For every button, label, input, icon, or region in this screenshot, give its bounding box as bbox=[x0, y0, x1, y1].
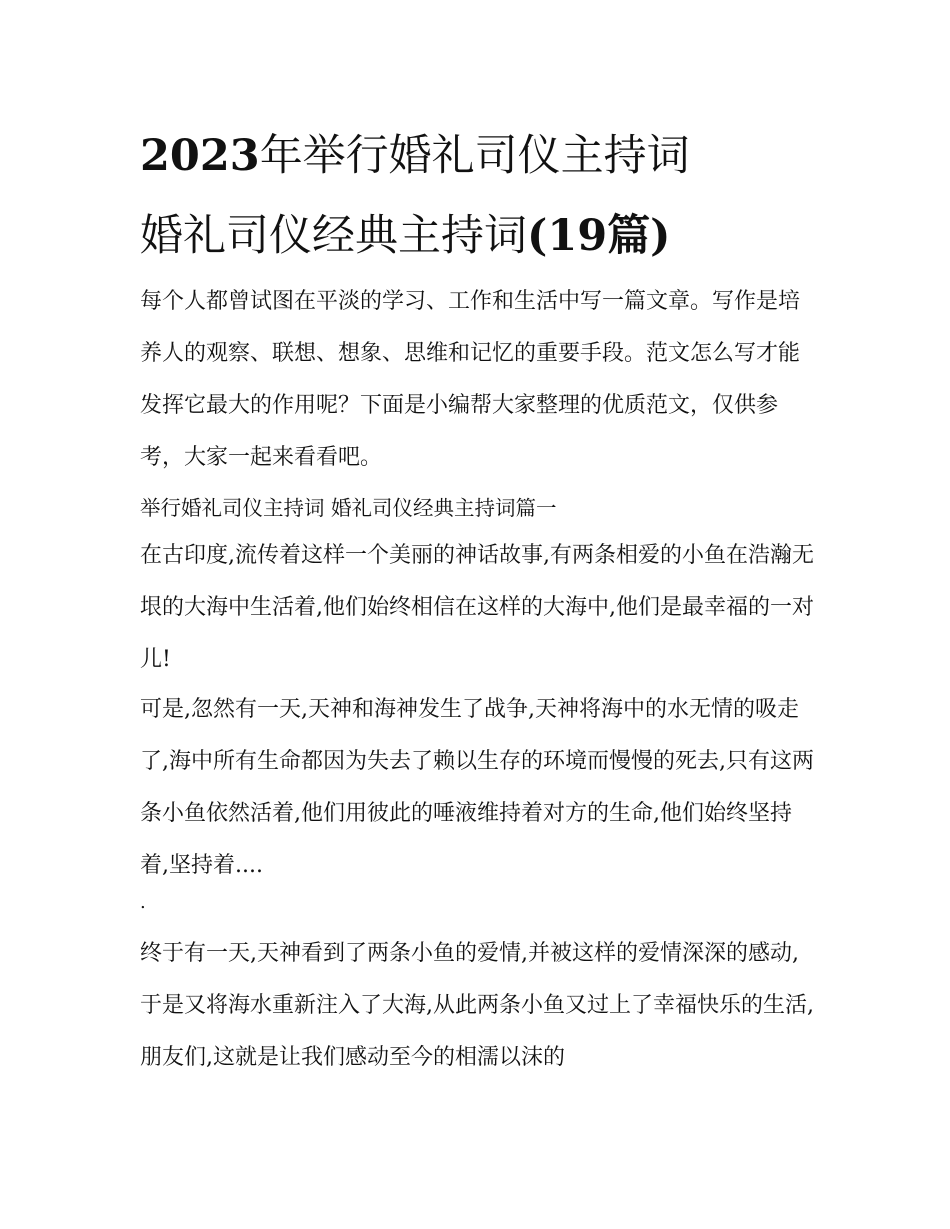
title-line2-text: 婚礼司仪经典主持词 bbox=[140, 211, 527, 261]
section-heading: 举行婚礼司仪主持词 婚礼司仪经典主持词篇一 bbox=[140, 496, 557, 520]
separator-dot: . bbox=[140, 892, 146, 913]
title-count: (19 bbox=[527, 211, 608, 261]
title-line1-text: 年举行婚礼司仪主持词 bbox=[259, 131, 690, 181]
document-title bbox=[140, 116, 820, 276]
title-year: 2023 bbox=[140, 131, 260, 181]
story-paragraph-2: 可是,忽然有一天,天神和海神发生了战争,天神将海中的水无情的吸走了,海中所有生命都因为失去了赖以生存的环境而慢慢的死去,只有这两条小鱼依然活着,他们用彼此的唾液维持着对方的生命,他们始终坚持着,坚持着.... bbox=[140, 697, 814, 878]
story-paragraph-3: 终于有一天,天神看到了两条小鱼的爱情,并被这样的爱情深深的感动,于是又将海水重新注入了大海,从此两条小鱼又过上了幸福快乐的生活,朋友们,这就是让我们感动至今的相濡以沫的 bbox=[140, 941, 814, 1070]
intro-paragraph: 每个人都曾试图在平淡的学习、工作和生活中写一篇文章。写作是培养人的观察、联想、想象、思维和记忆的重要手段。范文怎么写才能发挥它最大的作用呢？下面是小编帮大家整理的优质范文，仅供参考，大家一起来看看吧。 bbox=[140, 289, 801, 470]
story-paragraph-1: 在古印度,流传着这样一个美丽的神话故事,有两条相爱的小鱼在浩瀚无垠的大海中生活着,他们始终相信在这样的大海中,他们是最幸福的一对儿! bbox=[140, 543, 814, 672]
title-count-suffix: 篇) bbox=[607, 211, 671, 261]
